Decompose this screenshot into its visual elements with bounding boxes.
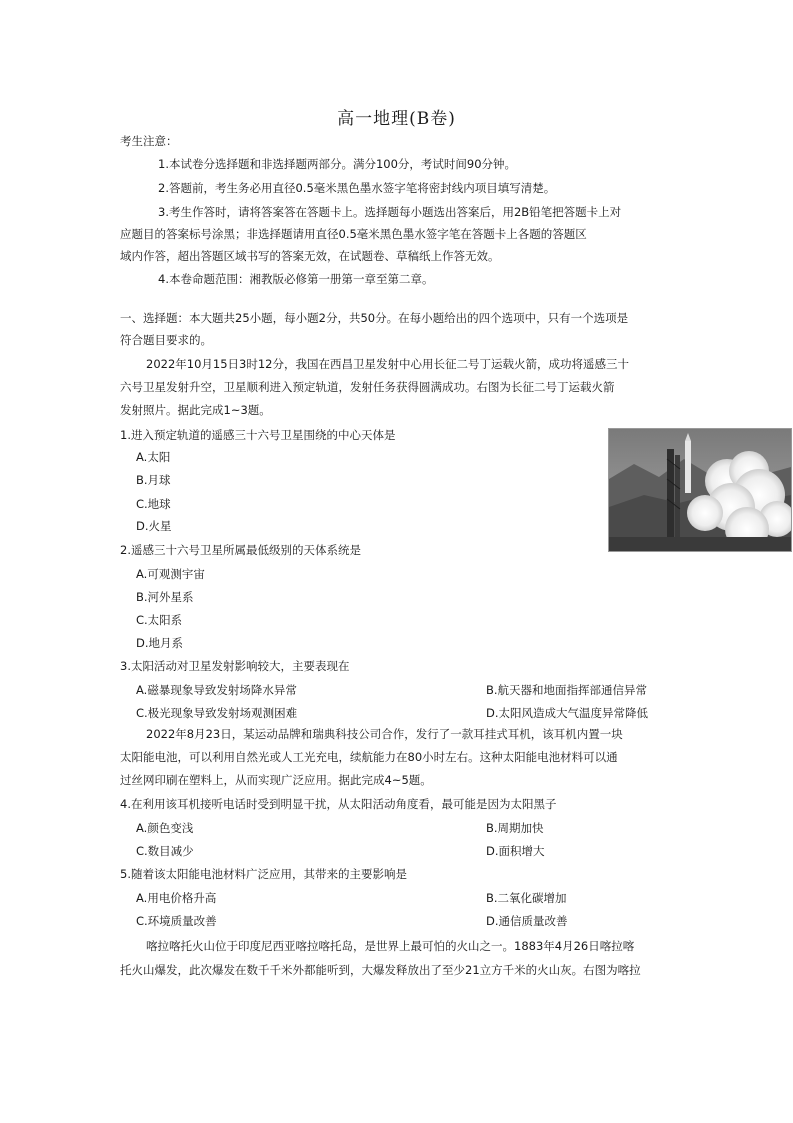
passage-line: 托火山爆发，此次爆发在数千千米外都能听到，大爆发释放出了至少21立方千米的火山灰。右图为喀拉: [120, 963, 641, 977]
notice-item: 3.考生作答时，请将答案答在答题卡上。选择题每小题选出答案后，用2B铅笔把答题卡上对: [158, 205, 622, 219]
option-c: C.数目减少: [136, 844, 194, 858]
option-d: D.火星: [136, 519, 172, 533]
option-c: C.太阳系: [136, 613, 183, 627]
notice-item: 4.本卷命题范围：湘教版必修第一册第一章至第二章。: [158, 272, 434, 286]
notice-item: 1.本试卷分选择题和非选择题两部分。满分100分，考试时间90分钟。: [158, 157, 517, 171]
notice-item: 域内作答，超出答题区域书写的答案无效，在试题卷、草稿纸上作答无效。: [120, 249, 500, 263]
option-a: A.磁暴现象导致发射场降水异常: [136, 683, 297, 697]
section-heading: 符合题目要求的。: [120, 333, 212, 347]
option-b: B.航天器和地面指挥部通信异常: [486, 683, 648, 697]
passage-line: 过丝网印刷在塑料上，从而实现广泛应用。据此完成4~5题。: [120, 773, 432, 787]
option-c: C.极光现象导致发射场观测困难: [136, 706, 298, 720]
option-b: B.周期加快: [486, 821, 544, 835]
rocket-launch-image: [609, 429, 791, 551]
question-stem: 2.遥感三十六号卫星所属最低级别的天体系统是: [120, 543, 361, 557]
option-b: B.月球: [136, 473, 171, 487]
passage-line: 六号卫星发射升空，卫星顺利进入预定轨道，发射任务获得圆满成功。右图为长征二号丁运载火箭: [120, 380, 615, 394]
passage-line: 发射照片。据此完成1~3题。: [120, 403, 271, 417]
option-b: B.河外星系: [136, 590, 194, 604]
notice-item: 应题目的答案标号涂黑；非选择题请用直径0.5毫米黑色墨水签字笔在答题卡上各题的答题区: [120, 227, 587, 241]
question-stem: 4.在利用该耳机接听电话时受到明显干扰，从太阳活动角度看，最可能是因为太阳黑子: [120, 797, 557, 811]
question-stem: 1.进入预定轨道的遥感三十六号卫星围绕的中心天体是: [120, 428, 396, 442]
option-a: A.可观测宇宙: [136, 567, 205, 581]
option-d: D.太阳风造成大气温度异常降低: [486, 706, 649, 720]
passage-line: 喀拉喀托火山位于印度尼西亚喀拉喀托岛，是世界上最可怕的火山之一。1883年4月26日喀拉喀: [146, 939, 635, 953]
option-d: D.地月系: [136, 636, 184, 650]
question-stem: 3.太阳活动对卫星发射影响较大，主要表现在: [120, 659, 350, 673]
passage-line: 2022年8月23日，某运动品牌和瑞典科技公司合作，发行了一款耳挂式耳机，该耳机内置一块: [146, 727, 623, 741]
passage-line: 太阳能电池，可以利用自然光或人工光充电，续航能力在80小时左右。这种太阳能电池材料可以通: [120, 750, 618, 764]
rocket: [685, 433, 691, 493]
page-title: 高一地理(B卷): [337, 109, 456, 129]
notice-item: 2.答题前，考生务必用直径0.5毫米黑色墨水签字笔将密封线内项目填写清楚。: [158, 181, 556, 195]
section-heading: 一、选择题：本大题共25小题，每小题2分，共50分。在每小题给出的四个选项中，只有一个选项是: [120, 311, 629, 325]
launch-tower: [667, 449, 680, 541]
rocket-launch-photo: [608, 428, 792, 552]
option-c: C.环境质量改善: [136, 914, 217, 928]
option-a: A.颜色变浅: [136, 821, 194, 835]
option-a: A.用电价格升高: [136, 891, 217, 905]
notice-heading: 考生注意：: [120, 134, 178, 148]
option-d: D.通信质量改善: [486, 914, 568, 928]
question-stem: 5.随着该太阳能电池材料广泛应用，其带来的主要影响是: [120, 867, 407, 881]
passage-line: 2022年10月15日3时12分，我国在西昌卫星发射中心用长征二号丁运载火箭，成功将遥感三十: [146, 357, 629, 371]
option-a: A.太阳: [136, 450, 171, 464]
option-b: B.二氧化碳增加: [486, 891, 567, 905]
option-d: D.面积增大: [486, 844, 545, 858]
option-c: C.地球: [136, 497, 171, 511]
